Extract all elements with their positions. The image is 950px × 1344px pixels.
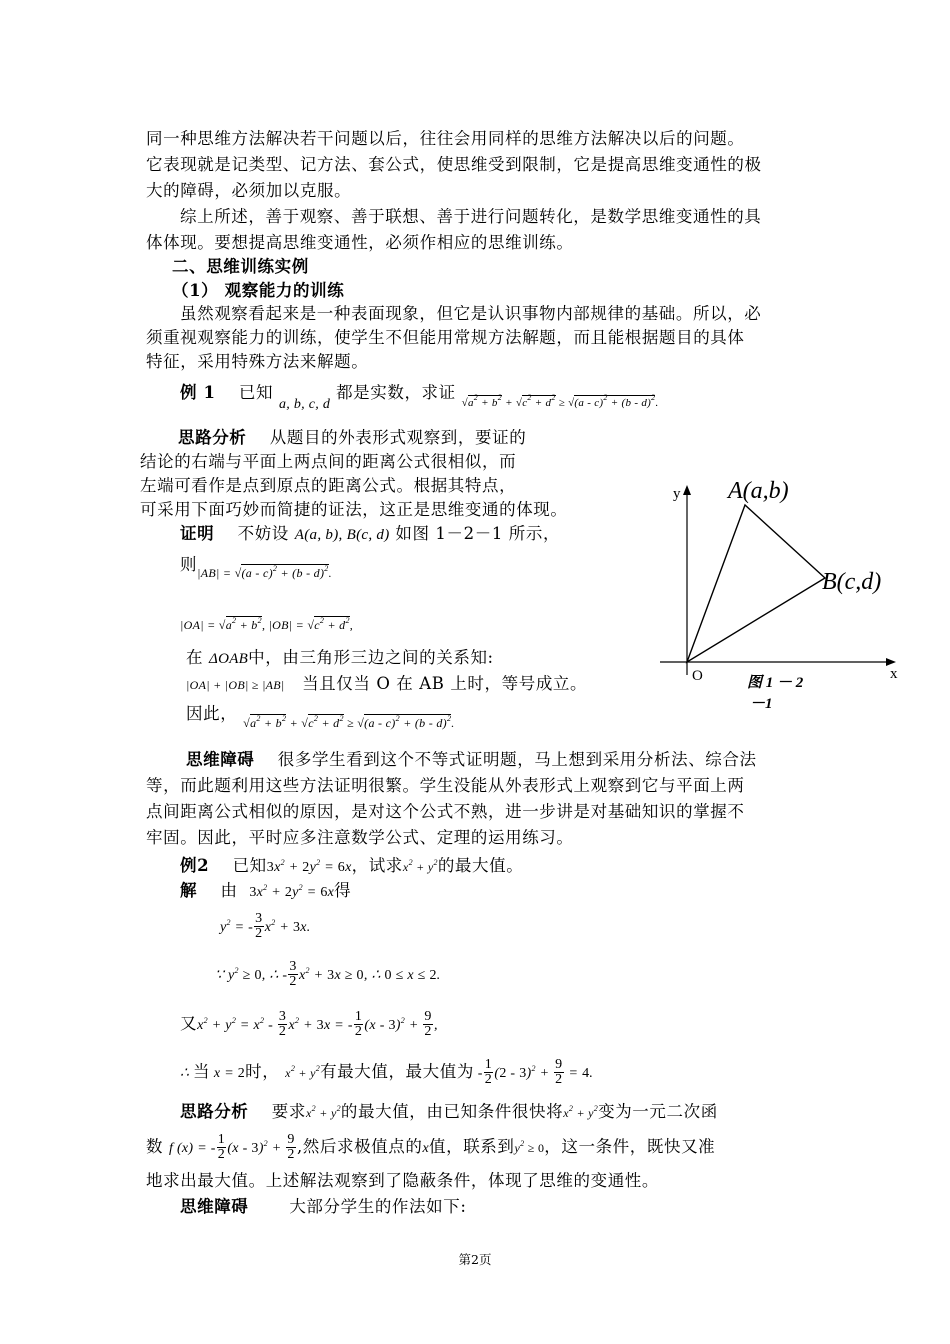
paragraph-line: 特征，采用特殊方法来解题。 [146,352,369,371]
solution-line: 解 由 $3x^2 + 2y^2 = 6x$得 [180,881,352,900]
proof-label: 证明 [180,524,215,543]
example1-analysis-line: 左端可看作是点到原点的距离公式。根据其特点， [140,476,517,495]
example1-label: 例 1 [180,383,216,402]
example2-analysis-line: 思路分析 要求$x^2 + y^2$的最大值，由已知条件很快将$x^2 + y^2$变为一元二次函 [180,1102,718,1121]
figure-triangle [650,470,910,715]
obstacle-label: 思维障碍 [186,750,255,769]
proof-line [180,610,353,636]
example2-statement: 例2 已知$3x^2 + 2y^2 = 6x$，试求$x^2 + y^2$的最大值。 [180,856,524,875]
example1-statement: 例 1 已知 $_{a, b, c, d}$ 都是实数，求证 $_{√a^2 + b^2 + √c^2 + d^2 \ge √(a - c)^2 + (b - d)^2.}$ [180,383,659,412]
paragraph-line: 虽然观察看起来是一种表面现象，但它是认识事物内部规律的基础。所以，必 [180,304,762,323]
obstacle-line: 思维障碍 很多学生看到这个不等式证明题，马上想到采用分析法、综合法 [186,750,757,769]
figure-caption: 图 1 － 2 [747,675,804,691]
obstacle-line: 等，而此题利用这些方法证明很繁。学生没能从外表形式上观察到它与平面上两 [146,776,745,795]
math-display: $y^2$ = - $\frac{3}{2}$ $x^2 + 3x$. [220,911,311,941]
subsection-heading: （1） 观察能力的训练 [172,281,345,300]
paragraph-line: 它表现就是记类型、记方法、套公式，使思维受到限制，它是提高思维变通性的极 [146,155,762,174]
math-display: ∴ 当 x = 2时， $x^2 + y^2$有最大值，最大值为 - $\frac{1}{2}$ (2 - 3)$^2$ + $\frac{9}{2}$ = 4. [180,1057,594,1087]
example2-label: 例2 [180,856,210,875]
example2-analysis-line: 地求出最大值。上述解法观察到了隐蔽条件，体现了思维的变通性。 [146,1171,659,1190]
proof-line: 在 ΔOAB中，由三角形三边之间的关系知: [186,648,494,667]
proof-line: 则$_{|AB| = √(a - c)^2 + (b - d)^2.}$ [180,555,332,580]
y-axis-arrow [683,485,691,495]
math-objective: $x^2 + y^2$ [402,858,438,874]
solution-label: 解 [180,881,198,900]
math-display: 又$x^2 + y^2 = x^2$ - $\frac{3}{2}$ $x^2 + 3x$ = - $\frac{1}{2}$ (x - 3)$^2$ + $\frac{9}{2}$ , [180,1009,438,1039]
page-number: 第2页 [458,1252,492,1267]
obstacle-label: 思维障碍 [180,1197,249,1216]
proof-line: 证明 不妨设 A(a, b), B(c, d) 如图 1－2－1 所示， [180,524,561,543]
paragraph-line: 同一种思维方法解决若干问题以后，往往会用同样的思维方法解决以后的问题。 [146,129,745,148]
example1-analysis-line: 结论的右端与平面上两点间的距离公式很相似，而 [140,452,517,471]
obstacle-line: 思维障碍 大部分学生的作法如下: [180,1197,467,1216]
proof-line: 因此， $_{√a^2 + b^2 + √c^2 + d^2 \ge √(a - c)^2 + (b - d)^2.}$ [186,704,455,730]
obstacle-line: 点间距离公式相似的原因，是对这个公式不熟，进一步讲是对基础知识的掌握不 [146,802,745,821]
math-inequality: √a2 + b2 + √c2 + d2 ≥ √(a - c)2 + (b - d)2. [243,714,455,730]
example1-analysis-line: 可采用下面巧妙而简捷的证法，这正是思维变通的体现。 [140,500,568,519]
triangle-oab [687,505,825,662]
origin-label: O [692,668,703,684]
x-axis-arrow [886,658,896,666]
math-condition: $3x^2 + 2y^2 = 6x$ [266,858,352,875]
paragraph-line: 大的障碍，必须加以克服。 [146,181,352,200]
point-b-label: B(c,d) [822,569,882,595]
math-formula-ab: |AB| = √(a - c)2 + (b - d)2. [197,564,332,580]
math-condition: $3x^2 + 2y^2 = 6x$ [249,883,335,900]
y-axis-label: y [673,486,681,502]
paragraph-line: 体体现。要想提高思维变通性，必须作相应的思维训练。 [146,233,574,252]
figure-caption: －1 [750,696,773,712]
analysis-label: 思路分析 [178,428,247,447]
math-display: ∵ $y^2 \ge 0$, ∴ - $\frac{3}{2}$ $x^2 + 3x \ge 0$, ∴ 0 ≤ x ≤ 2. [215,959,441,989]
paragraph-line: 须重视观察能力的训练，使学生不但能用常规方法解题，而且能根据题目的具体 [146,328,745,347]
math-formula-oa-ob: $|OA| = √a^2 + b^2$, $|OB| = √c^2 + d^2$, [180,616,354,632]
example1-analysis-line: 思路分析 从题目的外表形式观察到，要证的 [178,428,527,447]
math-inequality: √a2 + b2 + √c2 + d2 ≥ √(a - c)2 + (b - d)2. [461,393,659,409]
paragraph-line: 综上所述，善于观察、善于联想、善于进行问题转化，是数学思维变通性的具 [180,207,762,226]
math-triangle-inequality: |OA| + |OB| ≥ |AB| [186,678,285,692]
point-a-label: A(a,b) [728,478,789,504]
x-axis-label: x [890,666,898,682]
math-variables: a, b, c, d [278,397,331,412]
proof-line: |OA| + |OB| ≥ |AB| 当且仅当 O 在 AB 上时，等号成立。 [186,674,588,693]
section-heading: 二、思维训练实例 [172,257,309,276]
obstacle-line: 牢固。因此，平时应多注意数学公式、定理的运用练习。 [146,828,574,847]
analysis-label: 思路分析 [180,1102,249,1121]
example2-analysis-line: 数 f (x) = - $\frac{1}{2}$ (x - 3)$^2$ + $\frac{9}{2}$ ,然后求极值点的x值，联系到$y^2 \ge 0$，这一条件，既快又准 [146,1132,716,1162]
